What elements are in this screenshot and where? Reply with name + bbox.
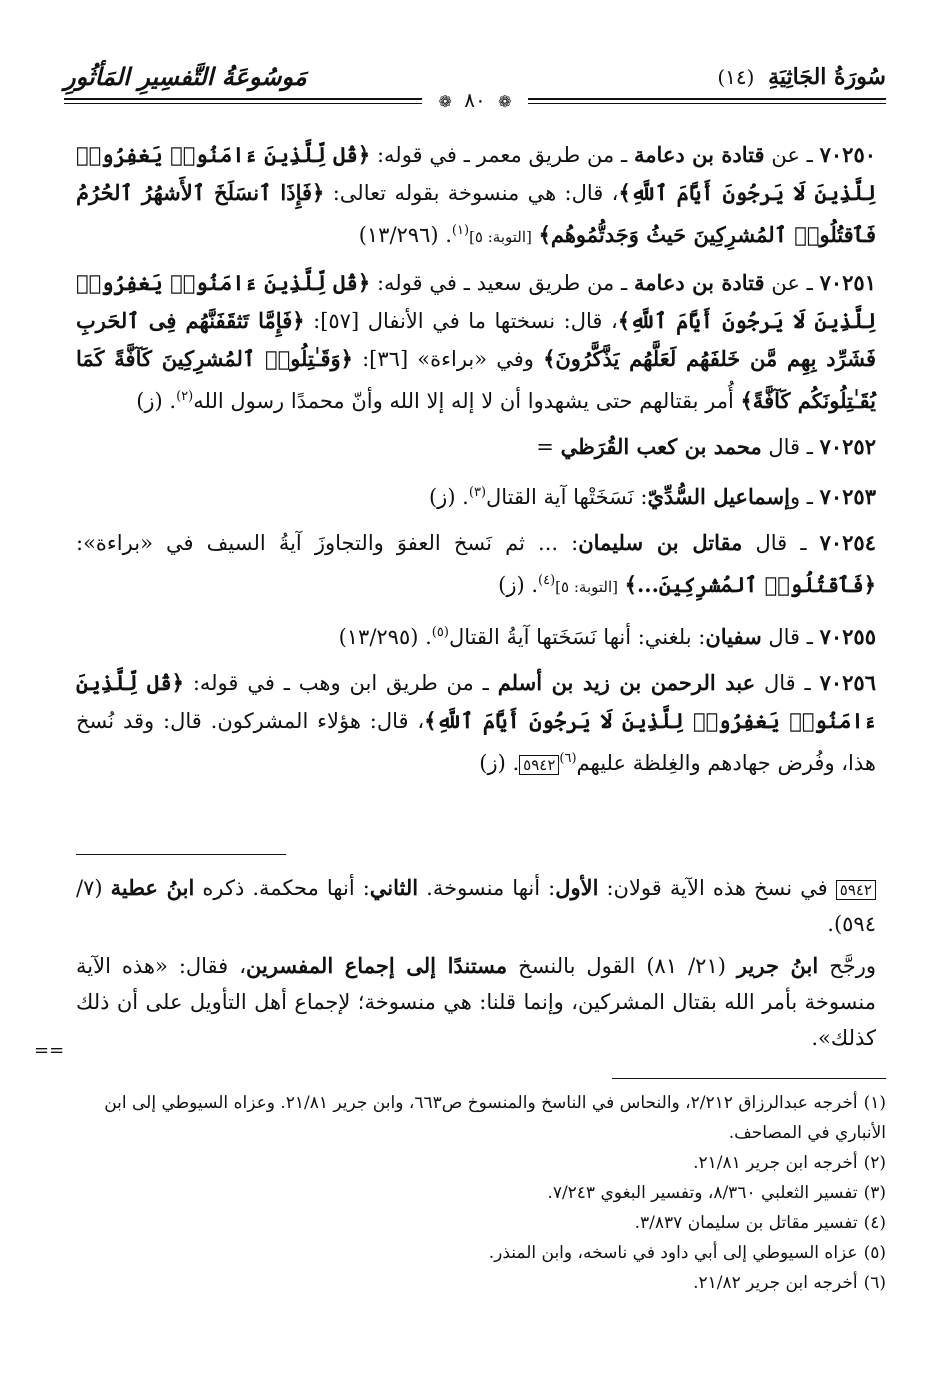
footnote-number: (١): [863, 1093, 886, 1113]
footnote-number: (٤): [863, 1213, 886, 1233]
commentary-bold: الأول: [555, 875, 599, 900]
entry-text: : ... ثم نَسخ العفوَ والتجاوزَ آيةُ السيف في «براءة»:: [76, 531, 579, 555]
footnote-text: أخرجه ابن جرير ٢١/٨٢.: [693, 1273, 858, 1293]
footnote: [76, 1268, 886, 1298]
entry-number: ٧٠٢٥٥: [819, 624, 876, 649]
quran-verse: ﴿وَقَـٰتِلُوا۟ ٱلمُشرِكِينَ كَآفَّةً كَمَا يُقَـٰتِلُونَكُم كَآفَّةً﴾: [76, 346, 876, 413]
entry-number: ٧٠٢٥٢: [819, 434, 876, 459]
ornament-icon: ❁: [498, 92, 512, 111]
entry-text: ـ من طريق معمر ـ في قوله:: [370, 143, 634, 167]
commentary-ref-box[interactable]: ٥٩٤٢: [519, 755, 559, 775]
footnote: [76, 1238, 886, 1268]
commentary-text: ، فقال: «هذه الآية منسوخة بأمر الله بقتال المشركين، وإنما قلنا: هي منسوخة؛ لإجماع أهل التأويل على أن ذلك كذلك».: [76, 954, 876, 1050]
footnote-text: أخرجه ابن جرير ٢١/٨١.: [693, 1153, 858, 1173]
footnote: [76, 1208, 886, 1238]
source-marker: . (ز): [428, 485, 469, 509]
entry-70256: [76, 664, 876, 782]
narrator-name: مقاتل بن سليمان: [578, 530, 743, 555]
entry-text: : نَسَخَتْها آية القتال: [486, 485, 648, 509]
book-title: مَوسُوعَةُ التَّفسِيرِ المَأثُورِ: [64, 62, 307, 91]
entry-text: أُمر بقتالهم حتى يشهدوا أن لا إله إلا الله وأنّ محمدًا رسول الله: [193, 389, 741, 413]
commentary-number-box: ٥٩٤٢: [836, 880, 876, 900]
verse-reference: [التوبة: ٥]: [555, 578, 618, 596]
entry-70250: [76, 136, 876, 256]
entry-text: ـ قال: [742, 531, 820, 555]
entry-text: : بلغني: أنها نَسَخَتها آيةُ القتال: [448, 625, 706, 649]
footnote-number: (٣): [863, 1183, 886, 1203]
commentary-text: (٧/ ٥٩٤).: [76, 876, 876, 936]
footnote: [76, 1148, 886, 1178]
narrator-name: محمد بن كعب القُرَظي: [560, 434, 762, 459]
source-marker: . (ز): [498, 573, 539, 597]
footnote-ref[interactable]: (٥): [431, 625, 449, 640]
commentary-text: : أنها محكمة. ذكره: [194, 876, 370, 900]
entry-text: ـ و: [789, 485, 820, 509]
footnote-ref[interactable]: (٢): [176, 389, 194, 404]
surah-number: (١٤): [717, 65, 755, 89]
entry-70254: [76, 524, 876, 606]
footnote-number: (٦): [863, 1273, 886, 1293]
page-header: [64, 56, 886, 112]
footnote-ref[interactable]: (٣): [468, 485, 487, 500]
footnote-divider: [612, 1078, 886, 1079]
entry-text: ـ قال: [761, 435, 820, 459]
verse-reference: [التوبة: ٥]: [469, 228, 532, 246]
footnote-ref[interactable]: (٦): [559, 751, 577, 766]
footnote-text: تفسير مقاتل بن سليمان ٣/٨٣٧.: [634, 1213, 858, 1233]
commentary-bold: ابنُ عطية: [110, 875, 195, 900]
entry-number: ٧٠٢٥٦: [819, 670, 876, 695]
ornament-icon: ❁: [438, 92, 452, 111]
commentary-bold: مستندًا إلى إجماع المفسرين: [246, 953, 508, 978]
narrator-name: إسماعيل السُّدِّيّ: [647, 484, 790, 509]
narrator-name: قتادة بن دعامة: [633, 142, 765, 167]
entry-text: ، قال: هي منسوخة بقوله تعالى:: [324, 181, 619, 205]
narrator-name: سفيان: [705, 624, 762, 649]
footnote-ref[interactable]: (٤): [538, 573, 556, 588]
entry-text: ـ قال: [761, 625, 820, 649]
footnote-number: (٥): [863, 1243, 886, 1263]
entry-70252: [76, 428, 876, 466]
commentary: [76, 870, 876, 1062]
quran-verse: ﴿فَإِذَا ٱنسَلَخَ ٱلأَشهُرُ ٱلحُرُمُ فَٱقتُلُوا۟ ٱلمُشرِكِينَ حَيثُ وَجَدتُّمُوهُم﴾: [76, 180, 876, 247]
quran-verse: ﴿فَٱقتُلُوا۟ ٱلمُشرِكِينَ...﴾: [624, 572, 876, 597]
footnote-number: (٢): [863, 1153, 886, 1173]
source-marker: . (ز): [479, 751, 520, 775]
entry-70251: [76, 264, 876, 420]
footnote-text: عزاه السيوطي إلى أبي داود في ناسخه، وابن المنذر.: [488, 1243, 858, 1263]
narrator-name: عبد الرحمن بن زيد بن أسلم: [497, 670, 756, 695]
page-number-box: [422, 88, 527, 112]
main-text: [76, 136, 876, 790]
commentary-text: : أنها منسوخة.: [418, 876, 556, 900]
commentary-bold: الثاني: [369, 875, 419, 900]
commentary-text: ورجَّح: [818, 954, 877, 978]
footnote-ref[interactable]: (١): [451, 223, 470, 238]
page-number: ٨٠: [464, 88, 486, 112]
entry-number: ٧٠٢٥٣: [819, 484, 876, 509]
source-marker: . (ز): [136, 389, 177, 413]
entry-text: ، قال: نسختها ما في الأنفال [٥٧]:: [304, 309, 618, 333]
commentary-text: (٢١/ ٨١) القول بالنسخ: [507, 954, 737, 978]
quran-verse: ﴿قُل لِّلَّذِينَ ءَامَنُوا۟ يَغفِرُوا۟ لِلَّذِينَ لَا يَرجُونَ أَيَّامَ ٱللَّهِ﴾: [76, 670, 876, 733]
footnote-text: أخرجه عبدالرزاق ٢/٢١٢، والنحاس في الناسخ والمنسوخ ص٦٦٣، وابن جرير ٢١/٨١. وعزاه السيوطي إلى ابن الأنباري في المصاحف.: [104, 1093, 886, 1143]
narrator-name: قتادة بن دعامة: [633, 270, 765, 295]
volume-reference: . (١٣/٢٩٦): [358, 223, 452, 247]
surah-title: [717, 64, 886, 90]
entry-text: ـ قال: [755, 671, 820, 695]
quran-verse: ﴿قُل لِّلَّذِينَ ءَامَنُوا۟ يَغفِرُوا۟ لِلَّذِينَ لَا يَرجُونَ أَيَّامَ ٱللَّهِ﴾: [76, 270, 876, 333]
footnote: [76, 1088, 886, 1148]
commentary-bold: ابنُ جرير: [736, 953, 819, 978]
footnote: [76, 1178, 886, 1208]
entry-text: ، قال: هؤلاء المشركون. قال: وقد نُسخ هذا، وفُرض جهادهم والغِلظة عليهم: [76, 709, 876, 775]
volume-reference: . (١٣/٢٩٥): [338, 625, 432, 649]
commentary-text: في نسخ هذه الآية قولان:: [598, 876, 836, 900]
quran-verse: ﴿قُل لِّلَّذِينَ ءَامَنُوا۟ يَغفِرُوا۟ لِلَّذِينَ لَا يَرجُونَ أَيَّامَ ٱللَّهِ﴾: [76, 142, 876, 205]
entry-text: ـ من طريق سعيد ـ في قوله:: [370, 271, 634, 295]
entry-number: ٧٠٢٥٤: [819, 530, 876, 555]
entry-70253: [76, 474, 876, 516]
commentary-divider: [76, 854, 286, 855]
entry-text: ـ عن: [764, 143, 820, 167]
entry-number: ٧٠٢٥١: [819, 270, 876, 295]
footnotes: [76, 1088, 886, 1298]
quran-verse: ﴿فَإِمَّا تَثقَفَنَّهُم فِى ٱلحَربِ فَشَرِّد بِهِم مَّن خَلفَهُم لَعَلَّهُم يَذَّكَّرُونَ﴾: [76, 308, 876, 371]
entry-text: ـ عن: [764, 271, 820, 295]
entry-text: ـ من طريق ابن وهب ـ في قوله:: [183, 671, 498, 695]
commentary-paragraph: [76, 948, 876, 1056]
surah-name: سُورَةُ الجَاثِيَةِ: [768, 64, 886, 90]
entry-70255: [76, 614, 876, 656]
margin-mark: ==: [34, 1040, 65, 1061]
continuation-mark: =: [536, 435, 561, 459]
entry-number: ٧٠٢٥٠: [819, 142, 877, 167]
footnote-text: تفسير الثعلبي ٨/٣٦٠، وتفسير البغوي ٧/٢٤٣.: [547, 1183, 858, 1203]
entry-text: وفي «براءة» [٣٦]:: [352, 347, 544, 371]
commentary-paragraph: [76, 870, 876, 942]
